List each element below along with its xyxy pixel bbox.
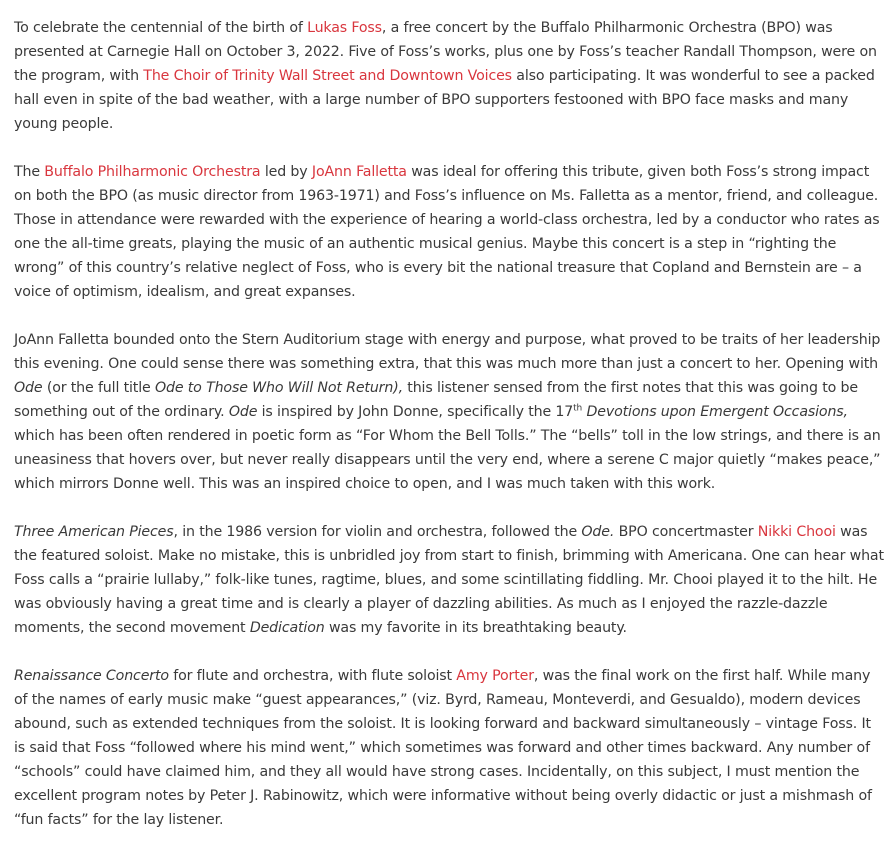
text: BPO concertmaster xyxy=(614,524,758,540)
work-title: Ode xyxy=(14,380,43,396)
work-title: Dedication xyxy=(249,620,325,636)
text: led by xyxy=(260,164,312,180)
article-body xyxy=(14,16,886,856)
text: is inspired by John Donne, specifically the 17 xyxy=(257,404,574,420)
text: JoAnn Falletta bounded onto the Stern Auditorium stage with energy and purpose, what proved to be traits of her leadership this evening. One could sense there was something extra, that this was much more than just a concert to her. Opening with xyxy=(14,332,881,372)
link-bpo[interactable]: Buffalo Philharmonic Orchestra xyxy=(44,164,261,180)
text: was ideal for offering this tribute, given both Foss’s strong impact on both the BPO (as music director from 1963-1971) and Foss’s influence on Ms. Falletta as a mentor, friend, and colleague. Those in attendance were rewarded with the experience of hearing a world-class orchestra, led by a conductor who rates as one the all-time greats, playing the music of an authentic musical genius. Maybe this concert is a step in “righting the wrong” of this country’s relative neglect of Foss, who is every bit the national treasure that Copland and Bernstein are – a voice of optimism, idealism, and great expanses. xyxy=(14,164,880,300)
text: was the featured soloist. Make no mistake, this is unbridled joy from start to finish, brimming with Americana. One can hear what Foss calls a “prairie lullaby,” folk-like tunes, ragtime, blues, and some scintillating fiddling. Mr. Chooi played it to the hilt. He was obviously having a great time and is clearly a player of dazzling abilities. As much as I enjoyed the razzle-dazzle moments, the second movement xyxy=(14,524,884,636)
work-title: Ode xyxy=(228,404,258,420)
text: , was the final work on the first half. While many of the names of early music make “guest appearances,” (viz. Byrd, Rameau, Monteverdi, and Gesualdo), modern devices abound, such as extended techniques from the soloist. It is looking forward and backward simultaneously – vintage Foss. It is said that Foss “followed where his mind went,” which sometimes was forward and other times backward. Any number of “schools” could have claimed him, and they all would have strong cases. Incidentally, on this subject, I must mention the excellent program notes by Peter J. Rabinowitz, which were informative without being overly didactic or just a mishmash of “fun facts” for the lay listener. xyxy=(14,668,872,828)
paragraph-ode xyxy=(14,328,886,496)
text: which has been often rendered in poetic form as “For Whom the Bell Tolls.” The “bells” toll in the low strings, and there is an uneasiness that hovers over, but never really disappears until the very end, where a serene C major quietly “makes peace,” which mirrors Donne well. This was an inspired choice to open, and I was much taken with this work. xyxy=(14,428,881,492)
work-title: Ode to Those Who Will Not Return), xyxy=(154,380,403,396)
work-title: Ode. xyxy=(581,524,615,540)
work-title: Three American Pieces xyxy=(14,524,174,540)
text: To celebrate the centennial of the birth of xyxy=(14,20,308,36)
text: (or the full title xyxy=(42,380,155,396)
paragraph-three-american-pieces xyxy=(14,520,886,640)
paragraph-tribute xyxy=(14,160,886,304)
text: , a free concert by the Buffalo Philharmonic Orchestra (BPO) was presented at Carnegie Hall on October 3, 2022. Five of Foss’s works, plus one by Foss’s teacher Randall Thompson, were on the program, with xyxy=(14,20,877,84)
link-joann-falletta[interactable]: JoAnn Falletta xyxy=(311,164,407,180)
text: this listener sensed from the first notes that this was going to be something out of the ordinary. xyxy=(14,380,858,420)
paragraph-intro xyxy=(14,16,886,136)
text: The xyxy=(14,164,45,180)
link-trinity-choir[interactable]: The Choir of Trinity Wall Street and Downtown Voices xyxy=(143,68,512,84)
text: was my favorite in its breathtaking beauty. xyxy=(324,620,627,636)
link-lukas-foss[interactable]: Lukas Foss xyxy=(307,20,382,36)
work-title: Renaissance Concerto xyxy=(14,668,169,684)
ordinal-suffix: th xyxy=(573,403,583,414)
link-nikki-chooi[interactable]: Nikki Chooi xyxy=(757,524,836,540)
text: , in the 1986 version for violin and orchestra, followed the xyxy=(173,524,582,540)
paragraph-renaissance-concerto xyxy=(14,664,886,832)
work-title: Devotions upon Emergent Occasions, xyxy=(586,404,848,420)
text: also participating. It was wonderful to see a packed hall even in spite of the bad weather, with a large number of BPO supporters festooned with BPO face masks and many young people. xyxy=(14,68,875,132)
link-amy-porter[interactable]: Amy Porter xyxy=(456,668,534,684)
text: for flute and orchestra, with flute soloist xyxy=(168,668,457,684)
